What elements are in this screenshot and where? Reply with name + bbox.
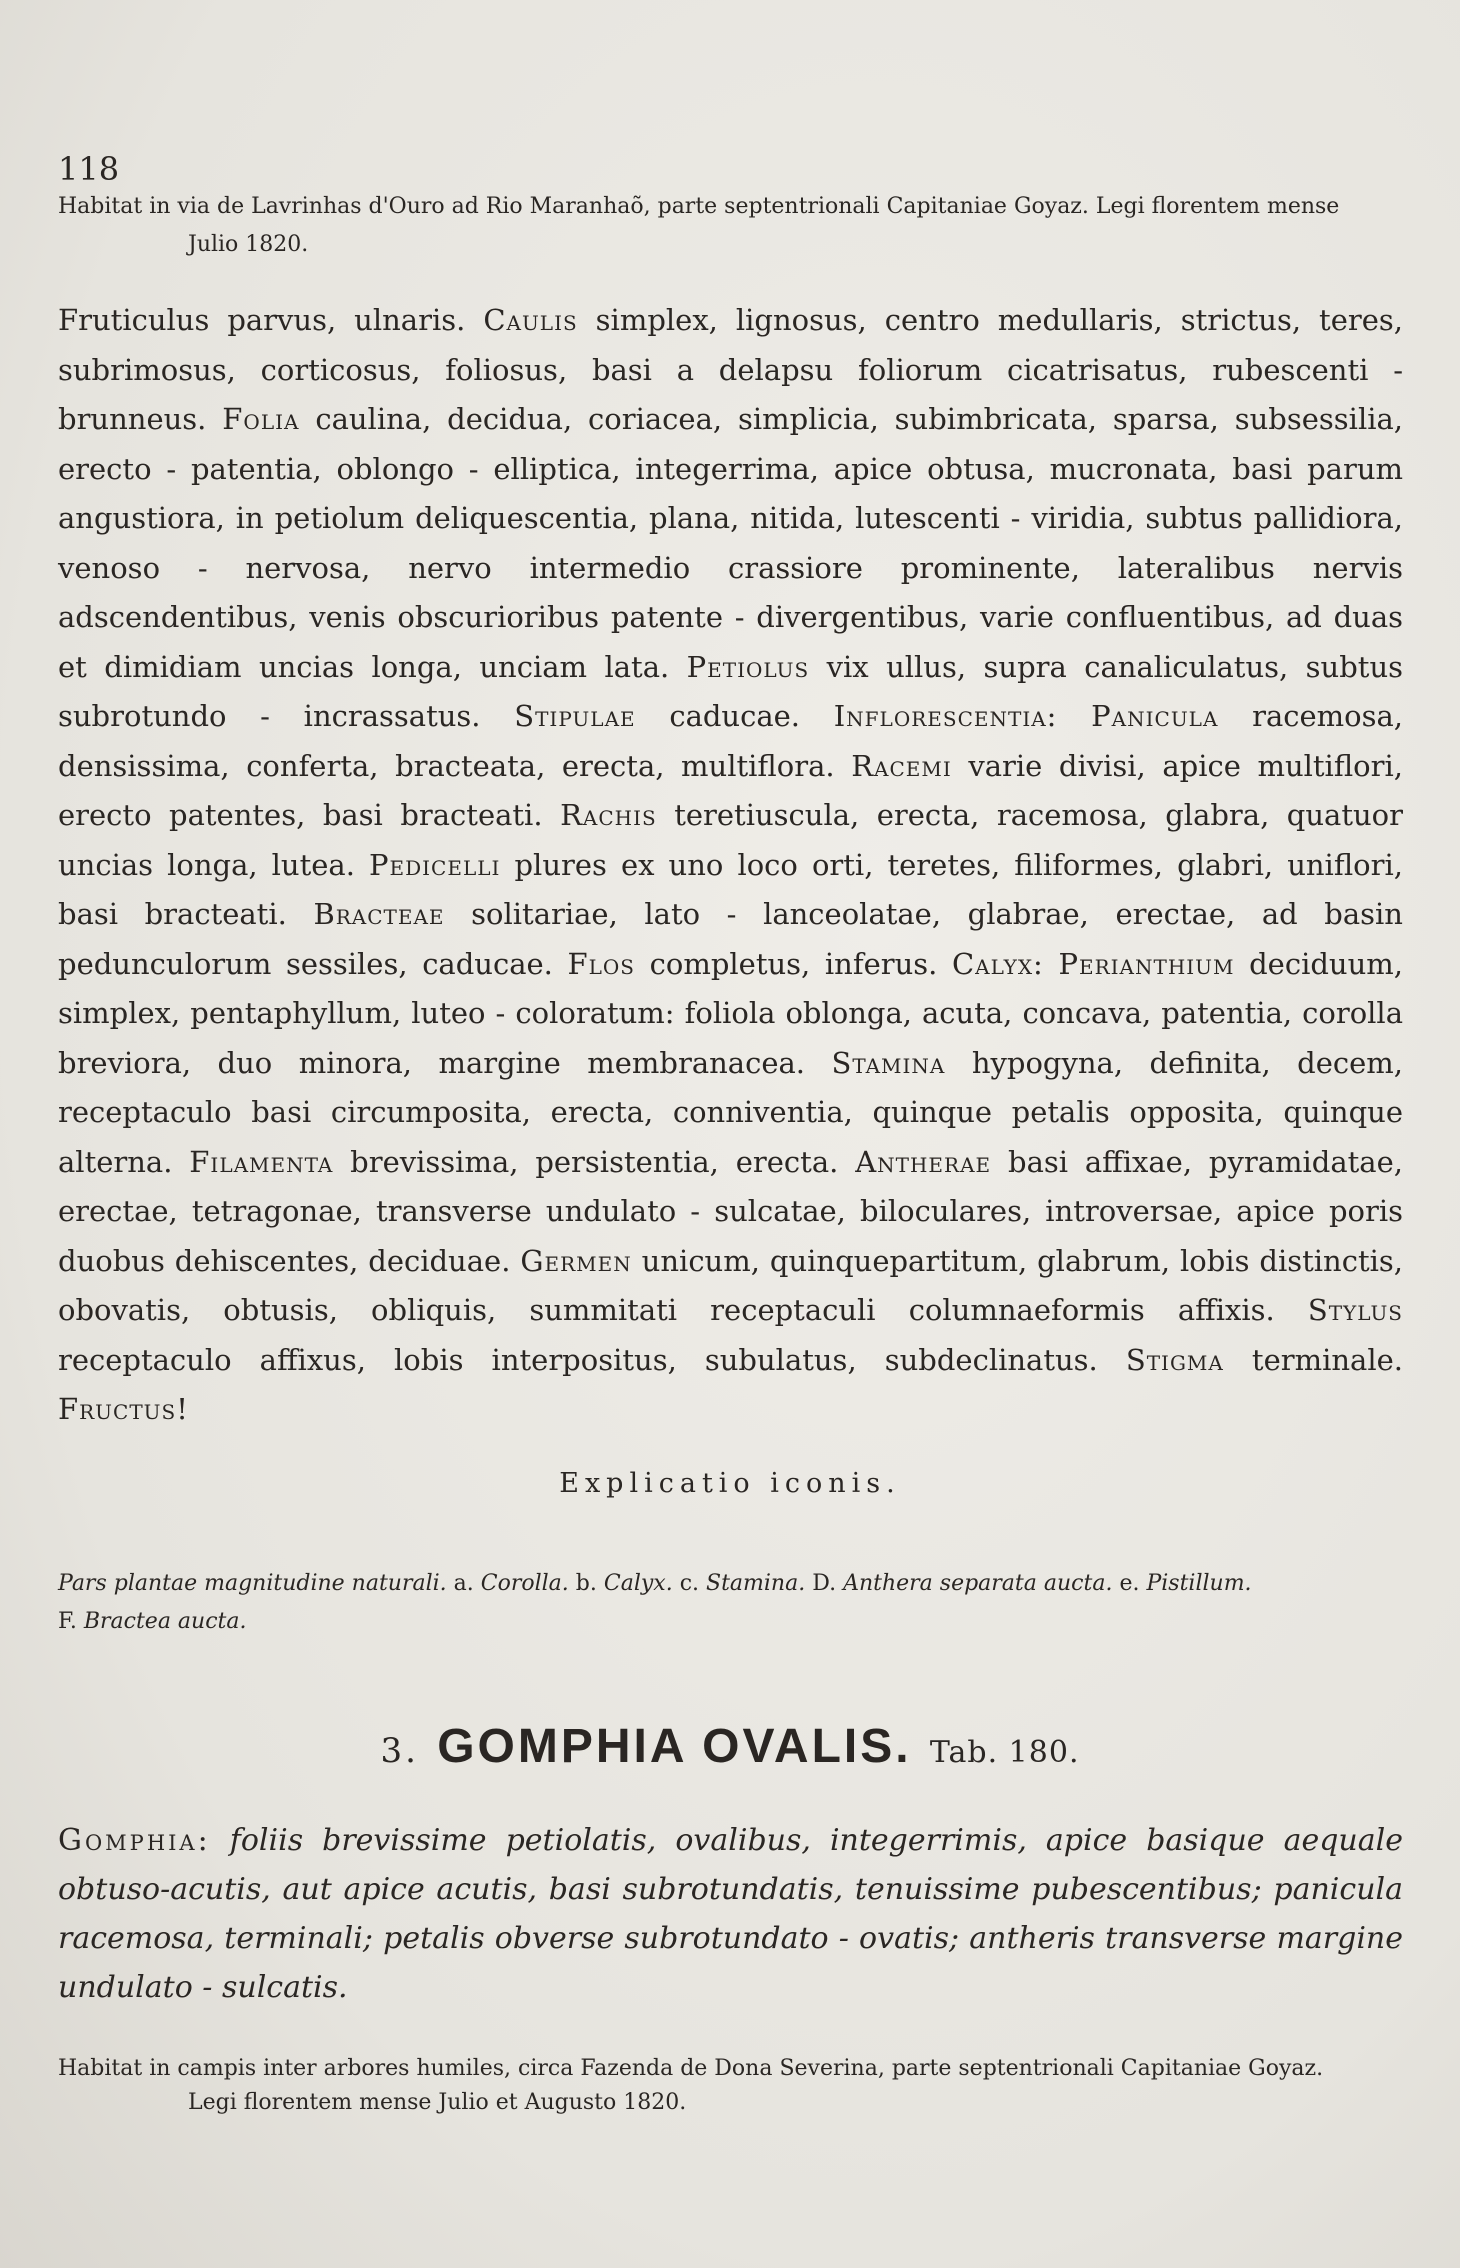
habitat-top-line1: Habitat in via de Lavrinhas d'Ouro ad Rio Maranhaõ, parte septentrionali Capitaniae Goyaz. Legi florentem mense [58, 194, 1340, 219]
term-stylus: Stylus [1307, 1293, 1403, 1327]
genus-label: Gomphia: [58, 1823, 211, 1858]
expl-key: F. [58, 1609, 77, 1634]
term-stamina: Stamina [831, 1045, 946, 1080]
species-heading [0, 1718, 1460, 1774]
expl-key: D. [812, 1571, 837, 1596]
term-bracteae: Bracteae [313, 897, 445, 931]
desc-text: completus, inferus. [635, 946, 952, 981]
desc-text: brevissima, persistentia, erecta. [333, 1144, 856, 1179]
desc-text: racemosa, densissima, conferta, bracteata, erecta, multiflora. [58, 699, 1404, 783]
habitat-bottom-line2: Legi florentem mense Julio et Augusto 1820. [188, 2090, 687, 2115]
desc-text [1057, 699, 1091, 733]
term-petiolus: Petiolus [686, 649, 810, 684]
desc-text: caducae. [635, 699, 834, 733]
species-name: GOMPHIA OVALIS. [437, 1720, 912, 1773]
desc-text: varie divisi, apice multiflori, erecto patentes, basi bracteati. [58, 748, 1403, 832]
term-stipulae: Stipulae [514, 699, 636, 733]
expl-text: Pistillum. [1139, 1571, 1252, 1596]
habitat-note-bottom [58, 2052, 1403, 2120]
term-flos: Flos [567, 946, 636, 981]
expl-key: c. [679, 1571, 700, 1596]
expl-text: Bractea aucta. [76, 1609, 247, 1634]
habitat-note-top [58, 188, 1403, 264]
species-diagnosis [58, 1816, 1403, 2012]
term-caulis: Caulis [483, 303, 578, 337]
term-perianthium: Perianthium [1058, 946, 1235, 981]
habitat-bottom-line1: Habitat in campis inter arbores humiles, circa Fazenda de Dona Severina, parte septentrionali Capitaniae Goyaz. [58, 2056, 1324, 2081]
expl-key: b. [575, 1571, 597, 1596]
plate-reference: Tab. 180. [929, 1735, 1080, 1770]
desc-text: teretiuscula, erecta, racemosa, glabra, quatuor uncias longa, lutea. [58, 798, 1403, 882]
species-number: 3. [380, 1731, 419, 1771]
expl-key: e. [1119, 1571, 1140, 1596]
expl-text: Calyx. [596, 1571, 680, 1596]
figure-explanation [58, 1565, 1403, 1641]
habitat-top-line2: Julio 1820. [188, 232, 309, 257]
page-number: 118 [58, 150, 120, 188]
desc-text: Fruticulus parvus, ulnaris. [58, 303, 484, 337]
desc-text: solitariae, lato - lanceolatae, glabrae, erectae, ad basin pedunculorum sessiles, caducae. [58, 897, 1403, 981]
desc-text: basi affixae, pyramidatae, erectae, tetragonae, transverse undulato - sulcatae, biloculares, introversae, apice poris duobus dehiscentes, deciduae. [58, 1144, 1403, 1278]
expl-key: a. [453, 1571, 474, 1596]
term-antherae: Antherae [855, 1144, 992, 1179]
expl-text: Corolla. [473, 1571, 576, 1596]
desc-text: unicum, quinquepartitum, glabrum, lobis distinctis, obovatis, obtusis, obliquis, summitati receptaculi columnaeformis affixis. [58, 1243, 1403, 1327]
species-description [58, 296, 1403, 1435]
term-inflorescentia: Inflorescentia: [833, 699, 1058, 733]
desc-text: hypogyna, definita, decem, receptaculo basi circumposita, erecta, conniventia, quinque petalis opposita, quinque alterna. [58, 1045, 1403, 1179]
expl-text: Pars plantae magnitudine naturali. [58, 1571, 454, 1596]
term-filamenta: Filamenta [189, 1144, 334, 1179]
desc-text: deciduum, simplex, pentaphyllum, luteo - coloratum: foliola oblonga, acuta, concava, patentia, corolla breviora, duo minora, margine membranacea. [58, 946, 1403, 1080]
term-stigma: Stigma [1125, 1342, 1224, 1377]
term-folia: Folia [222, 402, 300, 436]
desc-text [1044, 947, 1059, 981]
term-fructus: Fructus! [58, 1392, 189, 1426]
term-calyx: Calyx: [951, 946, 1044, 981]
desc-text: caulina, decidua, coriacea, simplicia, subimbricata, sparsa, subsessilia, erecto - patentia, oblongo - elliptica, integerrima, apice obtusa, mucronata, basi parum angustiora, in petiolum deliquescentia, plana, nitida, lutescenti - viridia, subtus pallidiora, venoso - nervosa, nervo intermedio crassiore prominente, lateralibus nervis adscendentibus, venis obscurioribus patente - divergentibus, varie confluentibus, ad duas et dimidiam uncias longa, unciam lata. [58, 402, 1403, 684]
explicatio-heading: Explicatio iconis. [559, 1468, 901, 1499]
diagnosis-text: foliis brevissime petiolatis, ovalibus, integerrimis, apice basique aequale obtuso-acutis, aut apice acutis, basi subrotundatis, tenuissime pubescentibus; panicula racemosa, terminali; petalis obverse subrotundato - ovatis; antheris transverse margine undulato - sulcatis. [58, 1823, 1403, 2005]
desc-text: receptaculo affixus, lobis interpositus, subulatus, subdeclinatus. [58, 1342, 1126, 1377]
expl-text: Anthera separata aucta. [836, 1571, 1120, 1596]
term-germen: Germen [520, 1243, 632, 1278]
term-pedicelli: Pedicelli [369, 847, 501, 882]
term-racemi: Racemi [851, 748, 952, 783]
expl-text: Stamina. [699, 1571, 813, 1596]
desc-text: vix ullus, supra canaliculatus, subtus subrotundo - incrassatus. [58, 649, 1404, 733]
desc-text: simplex, lignosus, centro medullaris, strictus, teres, subrimosus, corticosus, foliosus, basi a delapsu foliorum cicatrisatus, rubescenti - brunneus. [58, 303, 1403, 436]
desc-text: terminale. [1223, 1342, 1404, 1377]
term-rachis: Rachis [560, 798, 657, 832]
desc-text: plures ex uno loco orti, teretes, filiformes, glabri, uniflori, basi bracteati. [58, 847, 1403, 931]
term-panicula: Panicula [1091, 699, 1219, 733]
